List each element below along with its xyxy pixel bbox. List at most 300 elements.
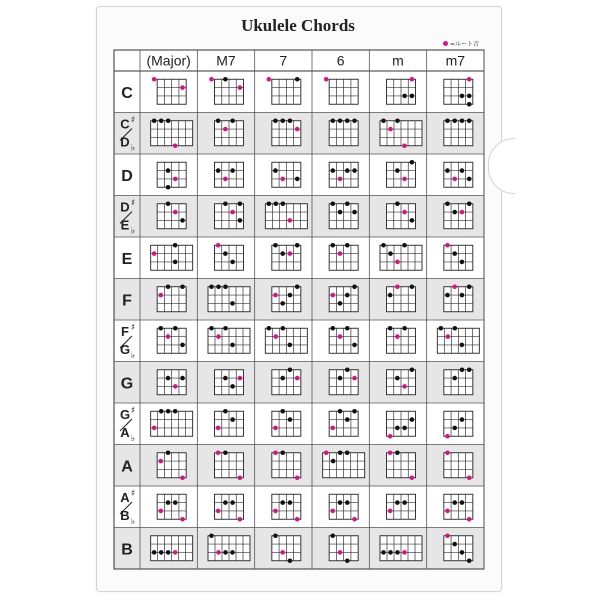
row-label-A: A [121, 458, 133, 476]
finger-dot [273, 118, 278, 123]
finger-dot [230, 500, 235, 505]
root-note-dot [467, 77, 472, 82]
finger-dot [238, 218, 243, 223]
finger-dot [223, 550, 228, 555]
chord-diagram [380, 243, 422, 270]
finger-dot [452, 500, 457, 505]
finger-dot [460, 168, 465, 173]
chord-diagram [444, 201, 473, 228]
column-header-5: m7 [445, 52, 466, 69]
finger-dot [180, 343, 185, 348]
finger-dot [460, 550, 465, 555]
finger-dot [352, 409, 357, 414]
chord-diagram [387, 326, 416, 353]
root-note-dot [267, 77, 272, 82]
root-note-dot [173, 210, 178, 215]
root-note-dot [338, 334, 343, 339]
chord-diagram [215, 370, 244, 395]
root-note-dot [445, 243, 450, 248]
root-note-dot [388, 450, 393, 455]
chord-diagram [329, 243, 358, 270]
root-note-dot [173, 550, 178, 555]
root-note-dot [288, 218, 293, 223]
root-note-dot [402, 384, 407, 389]
chord-diagram [444, 162, 473, 187]
finger-dot [352, 210, 357, 215]
finger-dot [216, 284, 221, 289]
finger-dot [166, 185, 171, 190]
root-note-dot [238, 517, 243, 522]
root-note-dot [395, 284, 400, 289]
legend-text: =ルート音 [450, 41, 480, 48]
chord-diagram [215, 494, 244, 521]
chord-diagram [157, 370, 186, 395]
finger-dot [288, 118, 293, 123]
root-note-dot [445, 434, 450, 439]
chord-diagram [151, 243, 193, 270]
root-note-dot [395, 260, 400, 265]
finger-dot [345, 168, 350, 173]
chord-diagram [437, 326, 479, 353]
root-note-dot [402, 550, 407, 555]
finger-dot [280, 409, 285, 414]
finger-dot [159, 550, 164, 555]
root-note-dot [216, 334, 221, 339]
finger-dot [273, 243, 278, 248]
chord-diagram [324, 77, 358, 104]
chord-diagram [387, 201, 416, 228]
finger-dot [280, 301, 285, 306]
root-note-dot [216, 509, 221, 514]
finger-dot [395, 500, 400, 505]
finger-dot [460, 94, 465, 99]
row-label-flat-note: E [120, 217, 130, 233]
flat-sign: ♭ [130, 517, 136, 527]
sharp-sign: ♯ [130, 198, 136, 209]
finger-dot [467, 284, 472, 289]
finger-dot [173, 326, 178, 331]
finger-dot [267, 326, 272, 331]
root-note-dot [180, 517, 185, 522]
root-note-dot [273, 450, 278, 455]
finger-dot [152, 118, 157, 123]
finger-dot [338, 301, 343, 306]
chord-diagram [387, 367, 416, 394]
chord-diagram [272, 243, 301, 270]
root-note-dot [238, 85, 243, 90]
root-note-dot [402, 210, 407, 215]
chord-diagram [265, 201, 307, 228]
chord-diagram [215, 243, 244, 270]
sharp-sign: ♯ [130, 115, 136, 126]
chord-diagram [329, 201, 358, 228]
chord-diagram [272, 162, 301, 187]
chord-diagram [151, 409, 193, 436]
finger-dot [288, 558, 293, 563]
finger-dot [209, 533, 214, 538]
finger-dot [158, 326, 163, 331]
finger-dot [460, 293, 465, 298]
finger-dot [180, 218, 185, 223]
finger-dot [467, 201, 472, 206]
row-label-B: B [121, 541, 133, 559]
flat-sign: ♭ [130, 226, 136, 237]
finger-dot [467, 177, 472, 182]
chord-diagram [215, 201, 244, 228]
chord-diagram [209, 77, 243, 104]
root-note-dot [223, 127, 228, 132]
root-note-dot [158, 459, 163, 464]
root-note-dot [395, 334, 400, 339]
root-note-dot [402, 177, 407, 182]
finger-dot [223, 409, 228, 414]
finger-dot [439, 326, 444, 331]
row-label-sharp-note: A [120, 490, 130, 505]
finger-dot [280, 500, 285, 505]
chord-diagram [208, 533, 250, 560]
flat-sign: ♭ [130, 351, 136, 361]
root-note-dot [280, 550, 285, 555]
root-note-dot [352, 517, 357, 522]
finger-dot [467, 558, 472, 563]
finger-dot [352, 118, 357, 123]
finger-dot [223, 284, 228, 289]
chord-diagram [329, 326, 358, 353]
finger-dot [381, 118, 386, 123]
finger-dot [467, 94, 472, 99]
finger-dot [223, 251, 228, 256]
finger-dot [460, 260, 465, 265]
chord-diagram [151, 118, 193, 148]
chord-diagram [215, 450, 244, 480]
root-note-dot [274, 334, 279, 339]
chord-diagram [329, 533, 358, 563]
finger-dot [173, 409, 178, 414]
finger-dot [230, 260, 235, 265]
finger-dot [166, 500, 171, 505]
root-note-dot [216, 426, 221, 431]
chord-diagram [272, 450, 301, 480]
root-note-dot [173, 384, 178, 389]
chord-diagram [387, 450, 416, 480]
root-note-dot [410, 475, 415, 480]
root-note-dot [180, 85, 185, 90]
row-label-C: C [121, 84, 133, 102]
finger-dot [460, 367, 465, 372]
chord-diagram [215, 162, 244, 187]
finger-dot [281, 326, 286, 331]
finger-dot [238, 201, 243, 206]
finger-dot [345, 326, 350, 331]
row-label-flat-note: D [120, 134, 130, 150]
finger-dot [230, 168, 235, 173]
finger-dot [216, 168, 221, 173]
flat-sign: ♭ [130, 434, 136, 444]
page-title: Ukulele Chords [241, 16, 355, 35]
root-note-dot [445, 509, 450, 514]
finger-dot [180, 284, 185, 289]
chord-diagram [444, 118, 473, 145]
finger-dot [288, 367, 293, 372]
root-note-dot [330, 293, 335, 298]
chord-diagram [387, 411, 416, 438]
root-note-dot [273, 293, 278, 298]
finger-dot [460, 417, 465, 422]
root-note-dot [338, 550, 343, 555]
finger-dot [166, 409, 171, 414]
chord-diagram [444, 367, 473, 394]
root-note-dot [330, 509, 335, 514]
chord-diagram [208, 284, 250, 311]
finger-dot [166, 550, 171, 555]
root-note-dot [295, 376, 300, 381]
finger-dot [445, 118, 450, 123]
root-note-dot [324, 77, 329, 82]
finger-dot [280, 118, 285, 123]
finger-dot [281, 201, 286, 206]
finger-dot [402, 426, 407, 431]
chord-diagram [272, 494, 301, 521]
chord-diagram [157, 494, 186, 521]
chord-diagram [444, 284, 473, 311]
column-header-2: 7 [279, 52, 288, 69]
root-note-dot [152, 426, 157, 431]
root-note-dot [452, 177, 457, 182]
finger-dot [395, 201, 400, 206]
finger-dot [445, 168, 450, 173]
row-label-F: F [122, 292, 132, 310]
finger-dot [230, 417, 235, 422]
finger-dot [402, 326, 407, 331]
finger-dot [338, 376, 343, 381]
finger-dot [345, 118, 350, 123]
root-note-dot [152, 251, 157, 256]
finger-dot [223, 77, 228, 82]
root-note-dot [288, 251, 293, 256]
column-header-4: m [392, 52, 404, 69]
finger-dot [166, 450, 171, 455]
finger-dot [395, 550, 400, 555]
chord-diagram [272, 367, 301, 394]
finger-dot [230, 550, 235, 555]
chord-diagram [215, 118, 244, 145]
chord-diagram [151, 536, 193, 561]
finger-dot [331, 459, 336, 464]
finger-dot [166, 168, 171, 173]
root-note-dot [223, 177, 228, 182]
finger-dot [388, 293, 393, 298]
finger-dot [410, 160, 415, 165]
root-note-dot [238, 376, 243, 381]
finger-dot [330, 201, 335, 206]
chord-diagram [387, 160, 416, 187]
chord-diagram [157, 284, 186, 311]
finger-dot [330, 533, 335, 538]
finger-dot [453, 326, 458, 331]
finger-dot [223, 500, 228, 505]
finger-dot [452, 251, 457, 256]
finger-dot [173, 243, 178, 248]
finger-dot [467, 367, 472, 372]
chord-diagram [323, 450, 365, 477]
finger-dot [402, 500, 407, 505]
finger-dot [452, 376, 457, 381]
root-note-dot [324, 450, 329, 455]
finger-dot [381, 550, 386, 555]
root-note-dot [295, 517, 300, 522]
chord-diagram [267, 77, 301, 104]
root-note-dot [388, 434, 393, 439]
root-note-dot [446, 334, 451, 339]
chord-diagram [380, 118, 422, 148]
row-label-sharp-note: C [120, 116, 130, 132]
root-note-dot [388, 127, 393, 132]
finger-dot [452, 118, 457, 123]
root-note-dot [209, 77, 214, 82]
chord-diagram [157, 326, 186, 353]
row-label-flat-note: A [120, 425, 130, 440]
row-label-flat-note: B [120, 508, 130, 523]
finger-dot [295, 243, 300, 248]
finger-dot [288, 293, 293, 298]
root-note-dot [295, 475, 300, 480]
finger-dot [388, 251, 393, 256]
chord-diagram [444, 450, 473, 480]
root-note-dot [166, 334, 171, 339]
sharp-sign: ♯ [130, 489, 136, 499]
root-note-dot [467, 475, 472, 480]
finger-dot [452, 426, 457, 431]
finger-dot [345, 367, 350, 372]
finger-dot [338, 118, 343, 123]
root-note-dot [273, 509, 278, 514]
chord-diagram [444, 494, 473, 521]
finger-dot [452, 542, 457, 547]
chord-diagram [152, 77, 186, 104]
column-header-3: 6 [336, 52, 345, 69]
chord-diagram [387, 284, 416, 311]
root-note-dot [238, 475, 243, 480]
root-note-dot [402, 143, 407, 148]
root-note-dot [273, 426, 278, 431]
chord-diagram [329, 118, 358, 145]
finger-dot [410, 367, 415, 372]
finger-dot [345, 417, 350, 422]
finger-dot [352, 168, 357, 173]
finger-dot [338, 500, 343, 505]
root-note-dot [230, 210, 235, 215]
chord-diagram [329, 162, 358, 187]
root-note-dot [216, 243, 221, 248]
finger-dot [166, 284, 171, 289]
row-label-flat-note: G [119, 342, 131, 357]
chord-diagram [329, 494, 358, 521]
finger-dot [209, 284, 214, 289]
finger-dot [410, 284, 415, 289]
finger-dot [152, 550, 157, 555]
root-note-dot [460, 210, 465, 215]
root-note-dot [158, 509, 163, 514]
root-note-dot [330, 426, 335, 431]
root-note-dot [158, 293, 163, 298]
finger-dot [173, 500, 178, 505]
finger-dot [410, 417, 415, 422]
root-note-dot [280, 177, 285, 182]
root-note-dot [467, 517, 472, 522]
chord-diagram [215, 409, 244, 436]
root-note-dot [388, 509, 393, 514]
finger-dot [166, 118, 171, 123]
finger-dot [280, 251, 285, 256]
finger-dot [395, 450, 400, 455]
finger-dot [345, 500, 350, 505]
sharp-sign: ♯ [130, 406, 136, 416]
finger-dot [273, 168, 278, 173]
finger-dot [166, 376, 171, 381]
finger-dot [381, 243, 386, 248]
finger-dot [445, 201, 450, 206]
finger-dot [209, 326, 214, 331]
finger-dot [388, 550, 393, 555]
sharp-sign: ♯ [130, 323, 136, 333]
chord-diagram [265, 326, 307, 353]
finger-dot [295, 177, 300, 182]
chord-diagram [157, 162, 186, 189]
root-note-dot [216, 550, 221, 555]
root-note-dot [180, 475, 185, 480]
finger-dot [180, 376, 185, 381]
row-label-D: D [121, 167, 133, 185]
finger-dot [410, 94, 415, 99]
finger-dot [216, 118, 221, 123]
finger-dot [295, 77, 300, 82]
finger-dot [159, 118, 164, 123]
chord-diagram [444, 533, 473, 563]
finger-dot [352, 343, 357, 348]
finger-dot [288, 500, 293, 505]
finger-dot [330, 118, 335, 123]
row-label-G: G [120, 375, 134, 393]
chord-diagram [444, 243, 473, 270]
chord-diagram [329, 367, 358, 394]
row-label-E: E [121, 250, 133, 268]
finger-dot [274, 201, 279, 206]
finger-dot [410, 218, 415, 223]
finger-dot [460, 500, 465, 505]
finger-dot [288, 417, 293, 422]
finger-dot [345, 558, 350, 563]
chord-diagram [208, 326, 250, 353]
finger-dot [223, 376, 228, 381]
finger-dot [345, 450, 350, 455]
finger-dot [388, 326, 393, 331]
chord-diagram [272, 118, 301, 145]
finger-dot [338, 210, 343, 215]
finger-dot [173, 260, 178, 265]
root-note-dot [452, 284, 457, 289]
finger-dot [330, 243, 335, 248]
chord-diagram [157, 201, 186, 228]
finger-dot [402, 94, 407, 99]
chord-diagram [444, 411, 473, 438]
finger-dot [452, 210, 457, 215]
finger-dot [159, 409, 164, 414]
chord-diagram [387, 494, 416, 519]
finger-dot [460, 118, 465, 123]
root-note-dot [173, 177, 178, 182]
finger-dot [223, 201, 228, 206]
column-header-0: (Major) [146, 52, 191, 69]
